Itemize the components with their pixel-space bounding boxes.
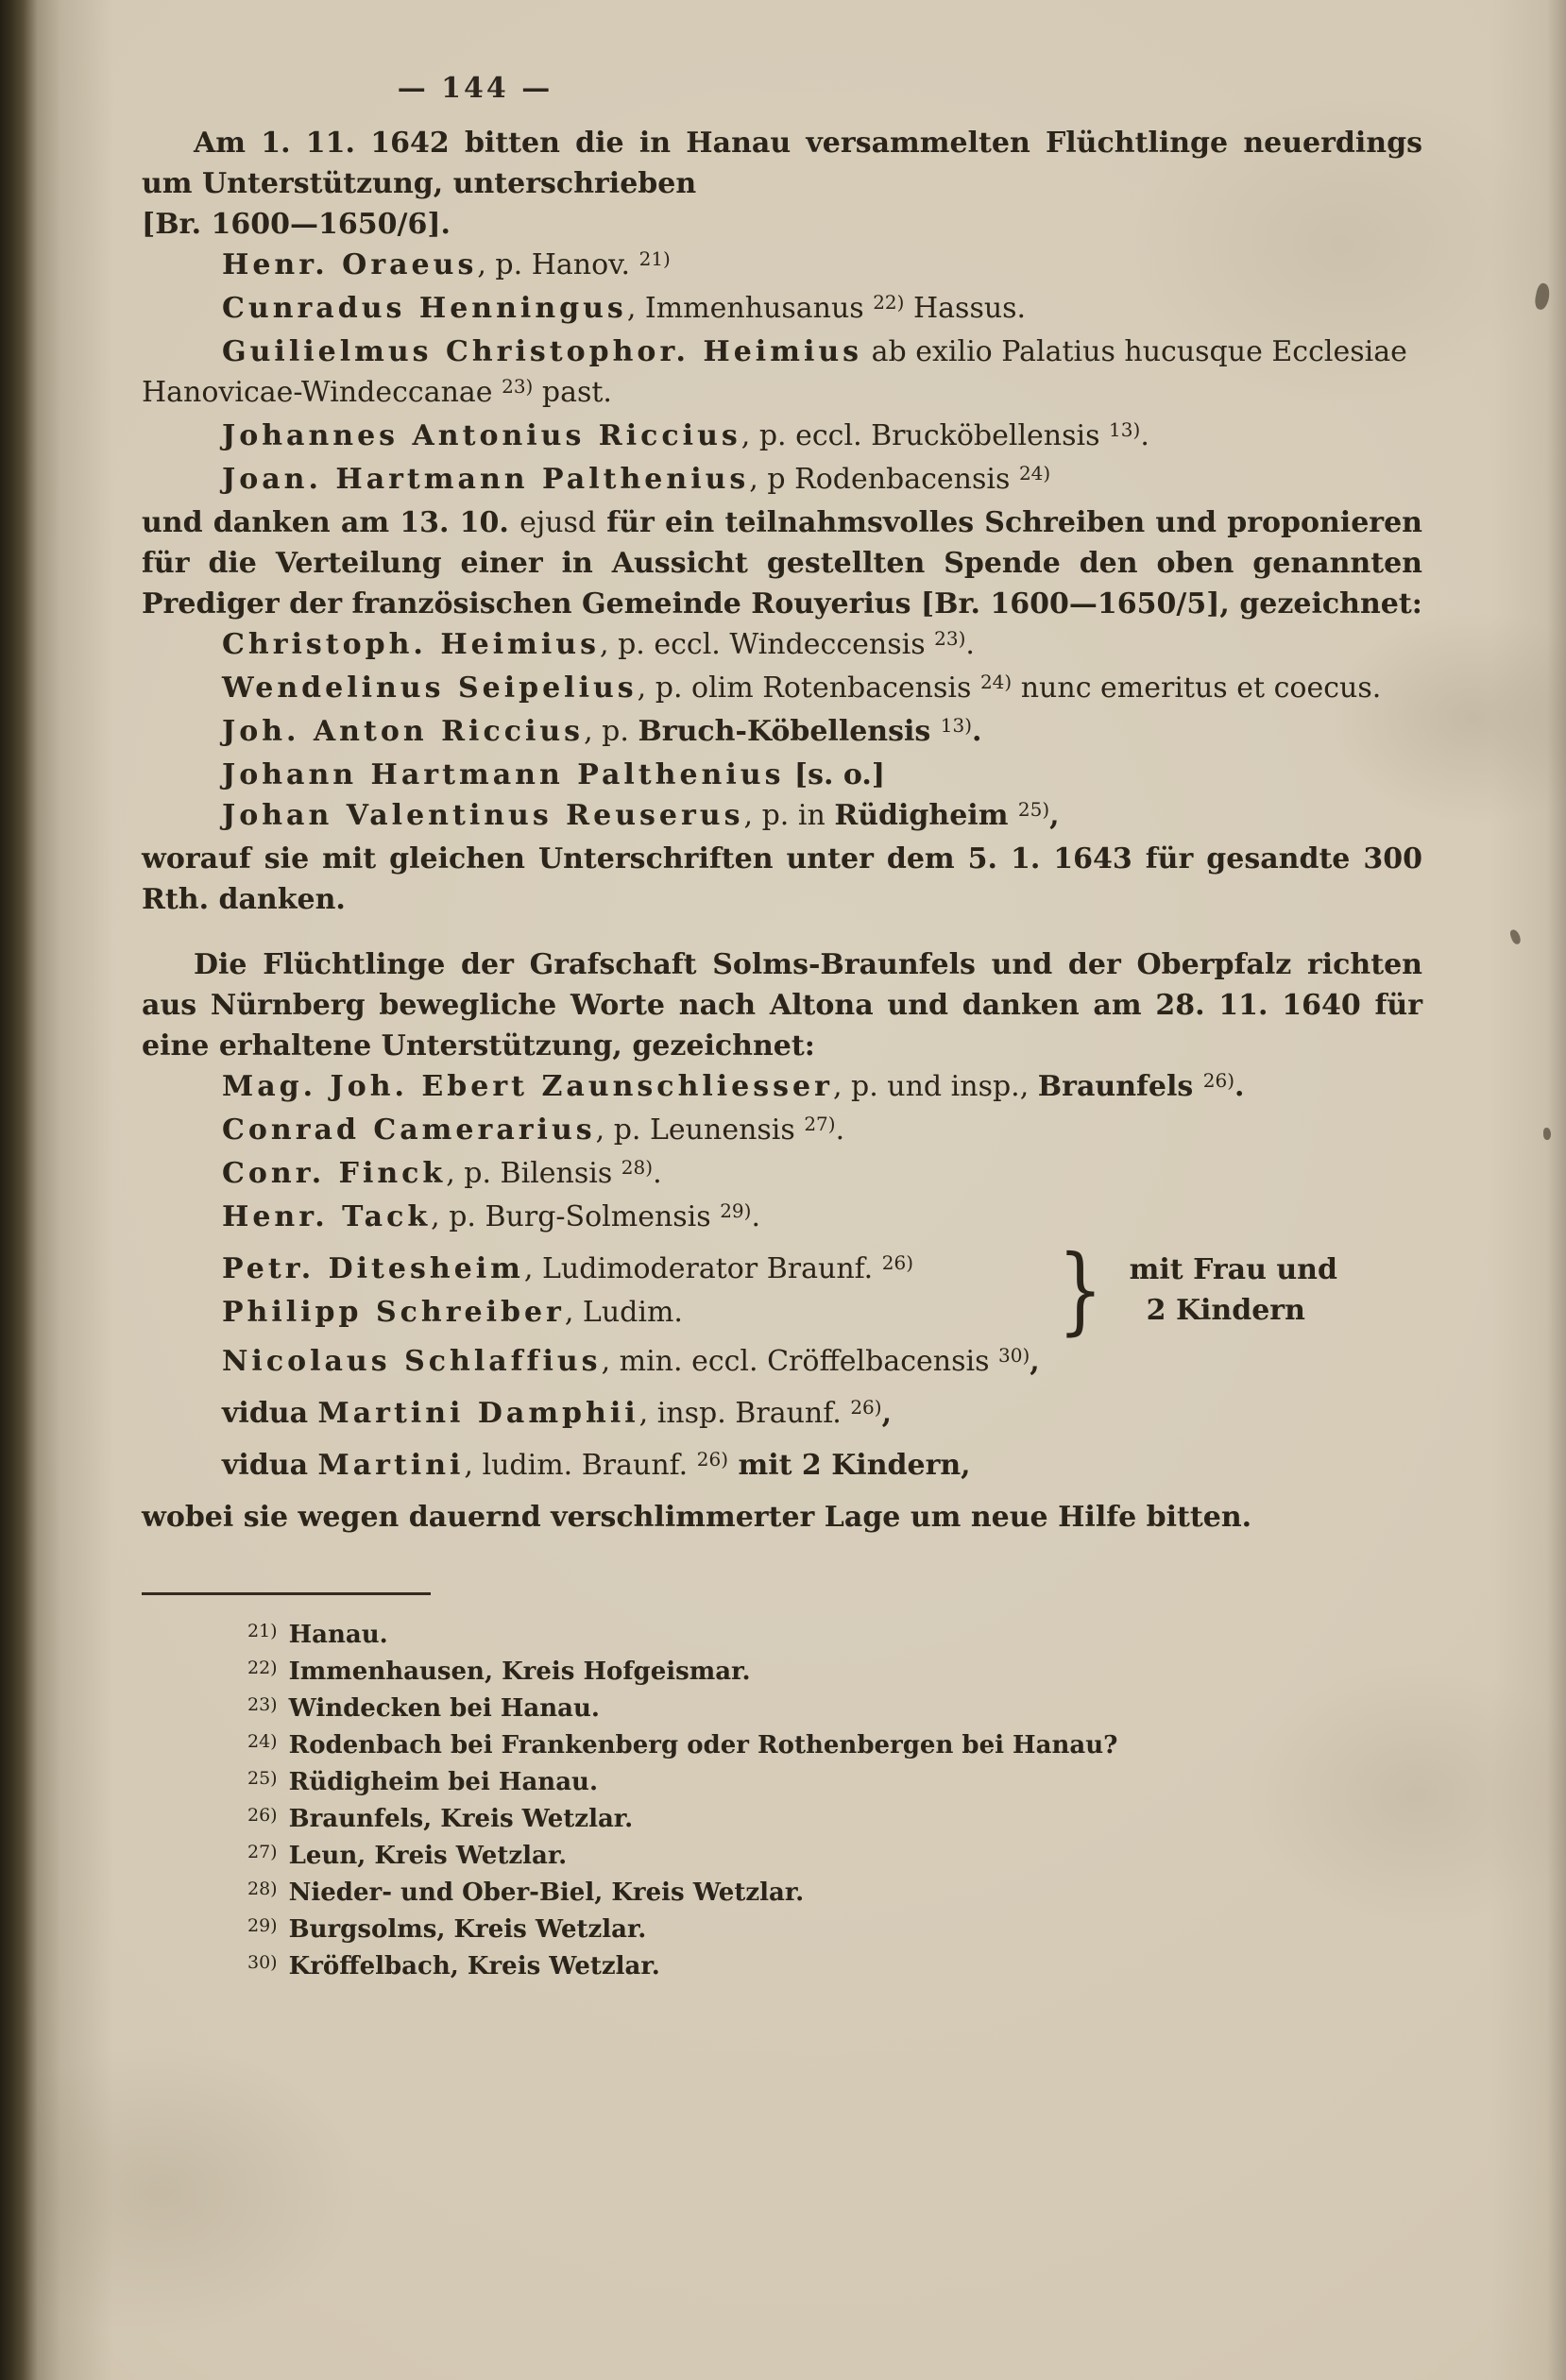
text-segment: für ein teilnahmsvolles Schreiben und proponieren für die Verteilung einer in Aussicht gestellten Spende den oben genannten Prediger der französischen Gemeinde Rouyerius [Br. 1600—1650/5], gezeichnet: [142,506,1422,620]
ink-speck [1533,282,1552,311]
footnote-text: Immenhausen, Kreis Hofgeismar. [288,1658,751,1686]
entry-line [142,1110,1422,1153]
text-segment: past. [533,376,612,409]
text-segment: 26) [881,1250,914,1274]
entry-line [142,1341,1422,1385]
entry-line [142,755,1422,795]
footnote-number: 22) [247,1658,278,1678]
text-segment: , p. [584,715,638,748]
footnote-number: 25) [247,1768,278,1789]
footnote-number: 28) [247,1878,278,1899]
footnote-text: Leun, Kreis Wetzlar. [288,1842,568,1870]
footnote-rule [142,1592,431,1595]
text-segment: . [653,1157,662,1190]
text-segment: , p. olim Rotenbacensis [637,672,980,705]
text-segment: Joh. Anton Riccius [222,715,585,748]
entry-line [142,624,1422,668]
text-segment: . [835,1114,845,1147]
footnote-line [142,1728,1422,1765]
text-segment: Conr. Finck [222,1157,447,1190]
footnote-number: 23) [247,1694,278,1715]
footnote-line [142,1692,1422,1728]
text-segment: Hassus. [904,292,1027,325]
entry-line [142,1249,1050,1292]
grouping-brace: } [1057,1234,1103,1345]
entry-line [142,245,1422,288]
entry-line [142,1292,1050,1333]
text-segment: , Ludim. [564,1295,683,1329]
entry-line [142,416,1422,459]
footnote-text: Nieder- und Ober-Biel, Kreis Wetzlar. [288,1878,805,1907]
entry-line [142,795,1422,839]
text-segment: 26) [1202,1069,1235,1092]
footnote-number: 24) [247,1731,278,1752]
footnote-line [142,1802,1422,1839]
brace-annotation [1130,1250,1337,1331]
footnote-text: Windecken bei Hanau. [288,1694,600,1723]
footnote-number: 26) [247,1805,278,1826]
footnote-line [142,1912,1422,1949]
text-segment: wobei sie wegen dauernd verschlimmerter Lage um neue Hilfe bitten. [142,1501,1252,1534]
brace-group [142,1234,1422,1345]
text-segment: , p. eccl. Brucköbellensis [740,419,1110,452]
footnote-line [142,1655,1422,1692]
text-segment: , [1030,1345,1040,1378]
text-segment: 24) [979,671,1013,693]
text-segment: 26) [850,1396,882,1419]
text-segment: Cunradus Henningus [222,292,627,325]
text-segment: worauf sie mit gleichen Unterschriften unter dem 5. 1. 1643 für gesandte 300 Rth. danken. [142,842,1422,916]
text-segment: , Ludimoderator Braunf. [523,1251,882,1285]
entry-line [142,1066,1422,1110]
text-segment: , p. Hanov. [477,248,639,281]
text-segment: 26) [696,1448,729,1470]
text-segment: 22) [873,291,905,314]
text-segment: Nicolaus Schlaffius [222,1345,602,1378]
footnote-line [142,1876,1422,1912]
text-segment: Braunfels [1037,1070,1203,1103]
text-segment: 25) [1017,798,1050,821]
footnote-text: Rodenbach bei Frankenberg oder Rothenbergen bei Hanau? [288,1731,1118,1760]
text-segment: 13) [940,714,973,737]
text-segment: 28) [621,1156,654,1179]
text-segment: Conrad Camerarius [222,1114,596,1147]
paragraph [142,944,1422,1066]
text-segment: , p. und insp., [832,1070,1038,1103]
text-segment: , ludim. Braunf. [464,1449,697,1482]
footnote-number: 30) [247,1952,278,1973]
text-segment: , [881,1397,893,1430]
text-segment: 30) [998,1344,1030,1367]
text-segment: 13) [1109,418,1141,441]
entry-line [142,711,1422,755]
text-segment: . [1234,1070,1245,1103]
footnote-text: Hanau. [288,1621,388,1649]
footnote-line [142,1839,1422,1876]
text-segment: 29) [720,1199,752,1222]
text-segment: , min. eccl. Cröffelbacensis [601,1345,999,1378]
footnotes [142,1618,1422,1986]
footnote-number: 27) [247,1842,278,1862]
text-segment: Guilielmus Christophor. Heimius [222,335,863,368]
text-segment: Die Flüchtlinge der Grafschaft Solms-Braunfels und der Oberpfalz richten aus Nürnberg bewegliche Worte nach Altona und danken am 28. 11. 1640 für eine erhaltene Unterstützung, gezeichnet: [142,948,1422,1062]
text-segment: vidua [222,1449,318,1482]
text-segment: Bruch-Köbellensis [638,715,941,748]
binding-shadow [0,0,113,2380]
ink-speck [1543,1128,1551,1140]
text-segment: 27) [804,1113,836,1135]
text-segment: . [751,1200,761,1233]
text-segment: Martini Damphii [317,1397,639,1430]
text-segment: Johannes Antonius Riccius [222,419,741,452]
text-segment: . [972,715,982,748]
text-segment: , p Rodenbacensis [749,463,1019,496]
footnote-text: Burgsolms, Kreis Wetzlar. [288,1915,647,1944]
text-segment: Johan Valentinus Reuserus [222,799,744,832]
text-segment: [Br. 1600—1650/6]. [142,208,451,241]
entry-line [142,332,1422,416]
brace-left-entries [142,1249,1050,1333]
text-segment: . [965,628,975,661]
paragraph [142,839,1422,920]
text-segment: Henr. Oraeus [222,248,478,281]
text-segment: Wendelinus Seipelius [222,672,638,705]
text-segment: Philipp Schreiber [222,1295,565,1329]
footnote-text: Rüdigheim bei Hanau. [288,1768,598,1796]
text-segment: , [1049,799,1060,832]
text-segment: Am 1. 11. 1642 bitten die in Hanau versammelten Flüchtlinge neuerdings um Unterstützung, unterschrieben [142,127,1422,200]
text-segment: . [1140,419,1149,452]
footnote-text: Kröffelbach, Kreis Wetzlar. [288,1952,660,1980]
entry-line [142,1153,1422,1197]
text-segment: ejusd [519,506,597,539]
entry-line [142,1197,1422,1240]
entry-line [142,459,1422,502]
entry-line [142,1445,1422,1488]
text-segment: Christoph. Heimius [222,628,600,661]
footnote-line [142,1949,1422,1986]
brace-annotation-line: mit Frau und [1129,1253,1337,1286]
text-segment: nunc emeritus et coecus. [1012,672,1382,705]
footnote-number: 21) [247,1621,278,1641]
text-segment: Henr. Tack [222,1200,432,1233]
text-segment: 21) [638,247,671,270]
text-segment: Mag. Joh. Ebert Zaunschliesser [222,1070,833,1103]
body-text [142,123,1422,1538]
text-segment: , p. Leunensis [595,1114,805,1147]
text-block [142,123,1422,1986]
paragraph [142,123,1422,204]
text-segment: vidua [222,1397,318,1430]
text-segment: ab exilio Palatius hucusque Ecclesiae Hanovicae-Windeccanae [142,335,1407,409]
text-segment: [s. o.] [784,758,886,791]
text-segment: Joan. Hartmann Palthenius [222,463,750,496]
paragraph [142,1497,1422,1538]
text-segment: und danken am 13. 10. [142,506,520,539]
brace-annotation-line: 2 Kindern [1146,1294,1305,1327]
entry-line [142,1393,1422,1436]
footnote-line [142,1765,1422,1802]
text-segment: , insp. Braunf. [638,1397,851,1430]
text-segment: , Immenhusanus [626,292,874,325]
text-segment: , p. eccl. Windeccensis [600,628,935,661]
text-segment: Petr. Ditesheim [222,1251,524,1285]
paragraph [142,204,1422,245]
text-segment: , p. in [743,799,835,832]
text-segment: , p. Bilensis [446,1157,621,1190]
page-number: — 144 — [397,72,553,105]
entry-line [142,288,1422,332]
text-segment: mit 2 Kindern, [728,1449,971,1482]
footnote-line [142,1618,1422,1655]
ink-speck [1509,928,1523,945]
entry-line [142,668,1422,711]
text-segment: Johann Hartmann Palthenius [222,758,785,791]
footnote-text: Braunfels, Kreis Wetzlar. [288,1805,634,1833]
footnote-number: 29) [247,1915,278,1936]
paragraph [142,502,1422,624]
text-segment: 24) [1018,462,1051,484]
text-segment: Rüdigheim [834,799,1018,832]
text-segment: , p. Burg-Solmensis [431,1200,721,1233]
text-segment: 23) [934,627,966,650]
text-segment: Martini [317,1449,465,1482]
text-segment: 23) [502,375,534,398]
